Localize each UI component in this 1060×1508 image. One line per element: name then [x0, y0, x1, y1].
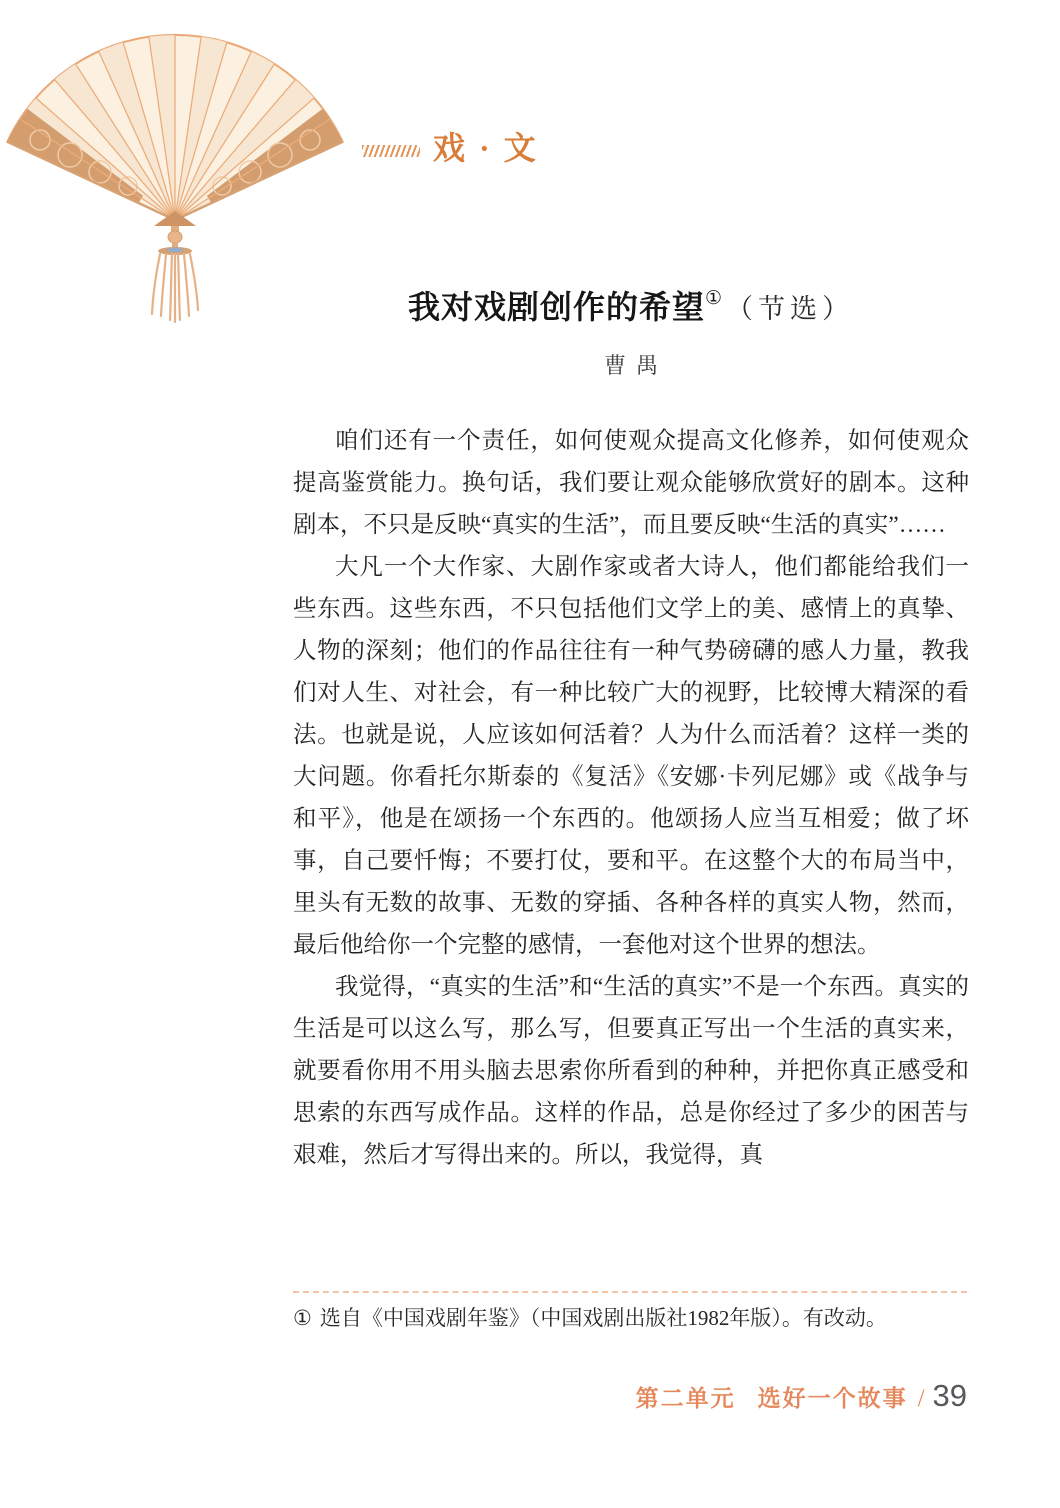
footnote-marker: ① — [293, 1306, 312, 1330]
article-author: 曹禺 — [603, 353, 668, 378]
article-title-text: 我对戏剧创作的希望 — [407, 289, 705, 325]
article-body — [293, 420, 969, 1176]
article-title-suffix: （节选） — [726, 294, 855, 324]
section-header — [362, 128, 539, 168]
paragraph: 咱们还有一个责任，如何使观众提高文化修养，如何使观众提高鉴赏能力。换句话，我们要让观众能够欣赏好的剧本。这种剧本，不只是反映“真实的生活”，而且要反映“生活的真实”…… — [293, 428, 969, 538]
footnote-divider — [293, 1291, 967, 1293]
article-title — [293, 282, 969, 328]
footnote-text: 选自《中国戏剧年鉴》（中国戏剧出版社1982年版）。有改动。 — [319, 1306, 887, 1330]
footnote-reference: ① — [704, 288, 723, 310]
footer-unit-label: 第二单元 — [635, 1386, 736, 1411]
footer-lesson-label: 选好一个故事 — [757, 1386, 908, 1411]
hatch-line-decoration — [362, 145, 420, 157]
section-label: 戏 · 文 — [433, 130, 539, 166]
footer-separator: / — [917, 1385, 925, 1412]
paragraph: 我觉得，“真实的生活”和“生活的真实”不是一个东西。真实的生活是可以这么写，那么写，但要真正写出一个生活的真实来，就要看你用不用头脑去思索你所看到的种种，并把你真正感受和思索的东西写成作品。这样的作品，总是你经过了多少的困苦与艰难，然后才写得出来的。所以，我觉得，真 — [293, 974, 969, 1168]
page-footer — [636, 1378, 967, 1414]
paragraph: 大凡一个大作家、大剧作家或者大诗人，他们都能给我们一些东西。这些东西，不只包括他们文学上的美、感情上的真挚、人物的深刻；他们的作品往往有一种气势磅礴的感人力量，教我们对人生、对社会，有一种比较广大的视野，比较博大精深的看法。也就是说，人应该如何活着？人为什么而活着？这样一类的大问题。你看托尔斯泰的《复活》《安娜·卡列尼娜》或《战争与和平》，他是在颂扬一个东西的。他颂扬人应当互相爱；做了坏事，自己要忏悔；不要打仗，要和平。在这整个大的布局当中，里头有无数的故事、无数的穿插、各种各样的真实人物，然而，最后他给你一个完整的感情，一套他对这个世界的想法。 — [293, 554, 969, 958]
page-number: 39 — [932, 1378, 967, 1413]
footnote — [293, 1303, 969, 1333]
